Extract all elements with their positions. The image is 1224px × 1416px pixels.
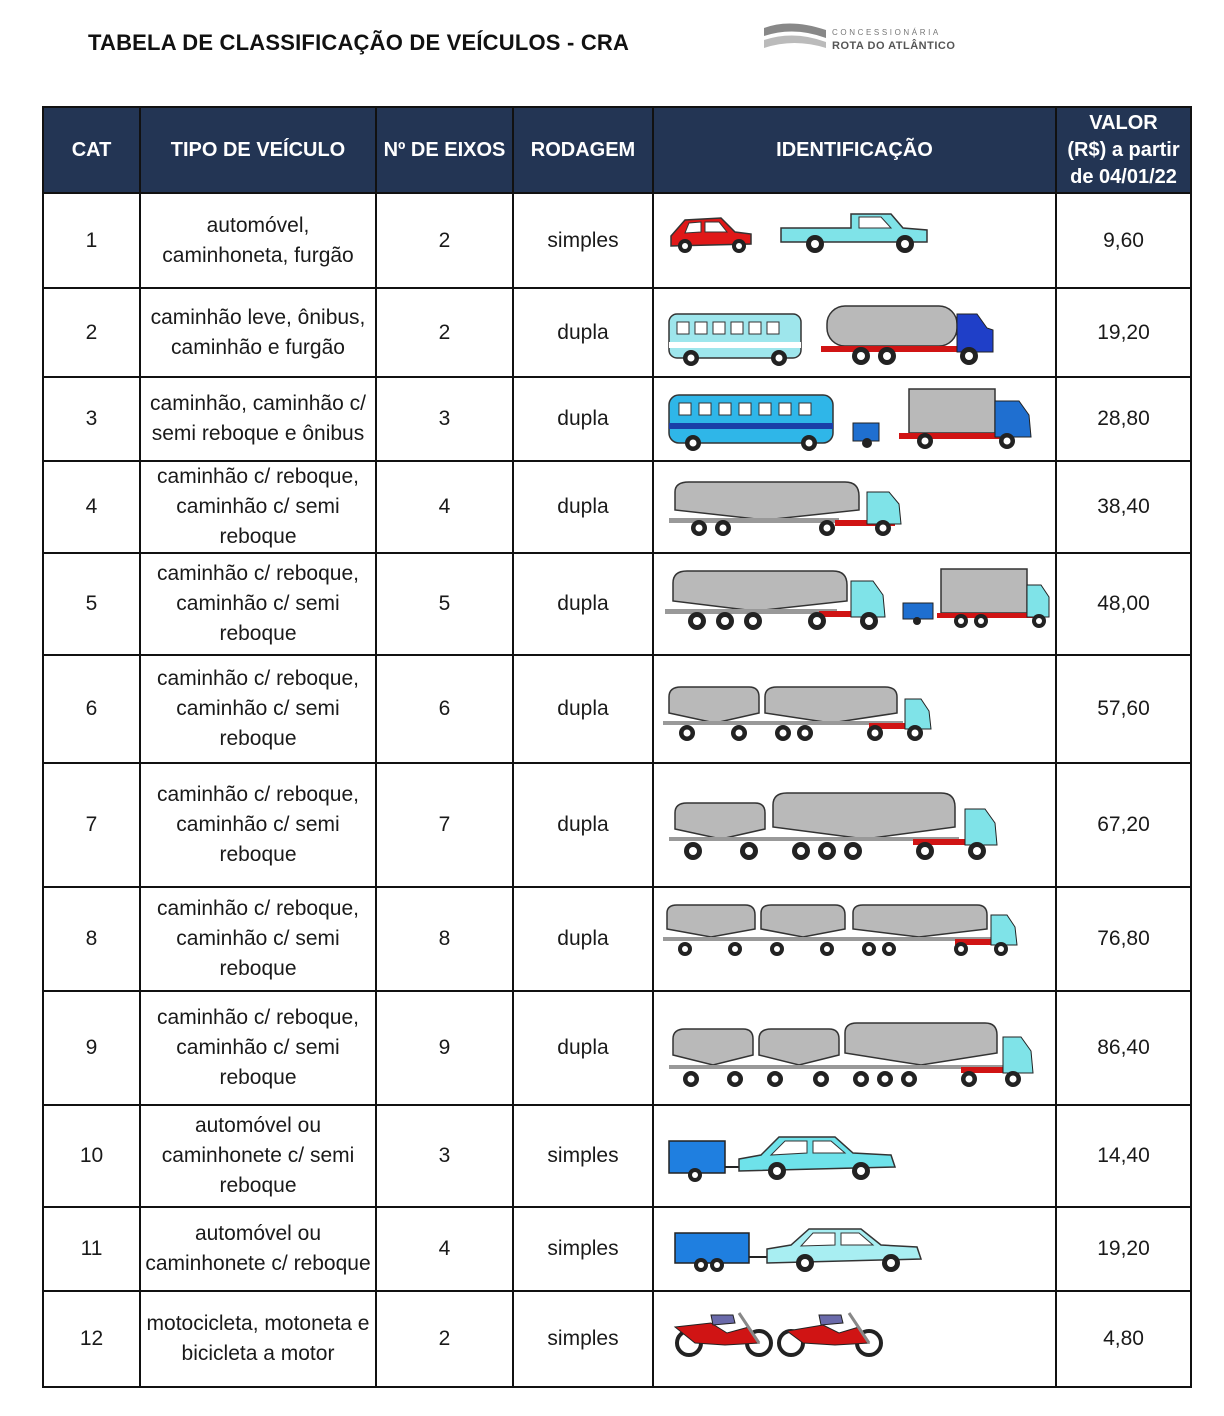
logo-line-1: CONCESSIONÁRIA [832,28,941,37]
eixos-cell: 2 [376,1291,513,1387]
identificacao-cell [653,193,1056,288]
identificacao-cell [653,887,1056,991]
cat-cell: 5 [43,553,140,655]
identificacao-cell [653,655,1056,763]
bus-and-tank-truck-icon [655,290,1055,375]
tank-and-box-truck-icon [655,555,1055,653]
identificacao-cell [653,1207,1056,1291]
table-row [43,288,1191,377]
rodagem-cell: simples [513,1105,653,1207]
cat-cell: 6 [43,655,140,763]
valor-cell: 4,80 [1056,1291,1191,1387]
tipo-cell: caminhão c/ reboque, caminhão c/ semi reboque [140,553,376,655]
header-valor [1056,107,1191,193]
rodagem-cell: dupla [513,991,653,1105]
tipo-cell: automóvel, caminhoneta, furgão [140,193,376,288]
triple-tank-truck-icon [655,889,1055,989]
rodagem-cell: dupla [513,461,653,553]
tank-semitrailer-truck-icon [655,470,1055,544]
table-row [43,1207,1191,1291]
tipo-cell: caminhão c/ reboque, caminhão c/ semi reboque [140,461,376,553]
header-rodagem: RODAGEM [513,107,653,193]
identificacao-cell [653,377,1056,461]
tipo-cell: caminhão c/ reboque, caminhão c/ semi reboque [140,887,376,991]
valor-cell: 38,40 [1056,461,1191,553]
tipo-cell: caminhão c/ reboque, caminhão c/ semi reboque [140,991,376,1105]
header-row [43,107,1191,193]
rodagem-cell: dupla [513,553,653,655]
document-title: TABELA DE CLASSIFICAÇÃO DE VEÍCULOS - CRA [88,30,630,55]
identificacao-cell [653,553,1056,655]
identificacao-cell [653,763,1056,887]
double-tank-truck-icon [655,657,1055,761]
header-valor-line2: (R$) a partir [1067,138,1180,161]
rodagem-cell: simples [513,193,653,288]
header-cat: CAT [43,107,140,193]
valor-cell: 86,40 [1056,991,1191,1105]
eixos-cell: 4 [376,461,513,553]
eixos-cell: 4 [376,1207,513,1291]
valor-cell: 76,80 [1056,887,1191,991]
car-and-pickup-icon [655,196,1055,286]
cat-cell: 11 [43,1207,140,1291]
concessionaire-logo [760,18,970,68]
tipo-cell: automóvel ou caminhonete c/ semi reboque [140,1105,376,1207]
valor-cell: 48,00 [1056,553,1191,655]
valor-cell: 67,20 [1056,763,1191,887]
eixos-cell: 3 [376,377,513,461]
table-row [43,655,1191,763]
rodagem-cell: dupla [513,288,653,377]
table-row [43,763,1191,887]
rodagem-cell: dupla [513,655,653,763]
rodagem-cell: dupla [513,377,653,461]
logo-line-2: ROTA DO ATLÂNTICO [832,40,956,52]
eixos-cell: 2 [376,193,513,288]
table-row [43,193,1191,288]
identificacao-cell [653,991,1056,1105]
long-road-train-icon [655,993,1055,1103]
header-valor-line3: de 04/01/22 [1070,165,1177,188]
tipo-cell: caminhão c/ reboque, caminhão c/ semi reboque [140,763,376,887]
car-with-trailer-icon [655,1209,1055,1289]
rodagem-cell: dupla [513,763,653,887]
header-valor-line1: VALOR [1089,111,1158,134]
identificacao-cell [653,461,1056,553]
valor-cell: 14,40 [1056,1105,1191,1207]
header-eixos: Nº DE EIXOS [376,107,513,193]
valor-cell: 57,60 [1056,655,1191,763]
cat-cell: 12 [43,1291,140,1387]
valor-cell: 19,20 [1056,1207,1191,1291]
valor-cell: 19,20 [1056,288,1191,377]
table-row [43,991,1191,1105]
rodagem-cell: simples [513,1207,653,1291]
eixos-cell: 7 [376,763,513,887]
cat-cell: 3 [43,377,140,461]
table-row [43,887,1191,991]
rodagem-cell: dupla [513,887,653,991]
cat-cell: 9 [43,991,140,1105]
classification-table [42,106,1192,1388]
rodagem-cell: simples [513,1291,653,1387]
bus-trailer-and-box-truck-icon [655,379,1055,459]
eixos-cell: 5 [376,553,513,655]
cat-cell: 10 [43,1105,140,1207]
eixos-cell: 6 [376,655,513,763]
table-row [43,1105,1191,1207]
identificacao-cell [653,288,1056,377]
cat-cell: 4 [43,461,140,553]
car-with-semitrailer-icon [655,1107,1055,1205]
tank-truck-with-trailer-icon [655,765,1055,885]
cat-cell: 8 [43,887,140,991]
eixos-cell: 3 [376,1105,513,1207]
tipo-cell: caminhão, caminhão c/ semi reboque e ônibus [140,377,376,461]
eixos-cell: 8 [376,887,513,991]
tipo-cell: motocicleta, motoneta e bicicleta a motor [140,1291,376,1387]
table-row [43,1291,1191,1387]
header-identificacao: IDENTIFICAÇÃO [653,107,1056,193]
table-row [43,553,1191,655]
cat-cell: 7 [43,763,140,887]
cat-cell: 1 [43,193,140,288]
table-row [43,377,1191,461]
motorcycles-icon [655,1293,1055,1385]
tipo-cell: caminhão c/ reboque, caminhão c/ semi reboque [140,655,376,763]
valor-cell: 9,60 [1056,193,1191,288]
table-row [43,461,1191,553]
tipo-cell: automóvel ou caminhonete c/ reboque [140,1207,376,1291]
identificacao-cell [653,1291,1056,1387]
header-tipo: TIPO DE VEÍCULO [140,107,376,193]
eixos-cell: 2 [376,288,513,377]
tipo-cell: caminhão leve, ônibus, caminhão e furgão [140,288,376,377]
eixos-cell: 9 [376,991,513,1105]
identificacao-cell [653,1105,1056,1207]
logo-wave-icon [760,18,830,58]
cat-cell: 2 [43,288,140,377]
valor-cell: 28,80 [1056,377,1191,461]
